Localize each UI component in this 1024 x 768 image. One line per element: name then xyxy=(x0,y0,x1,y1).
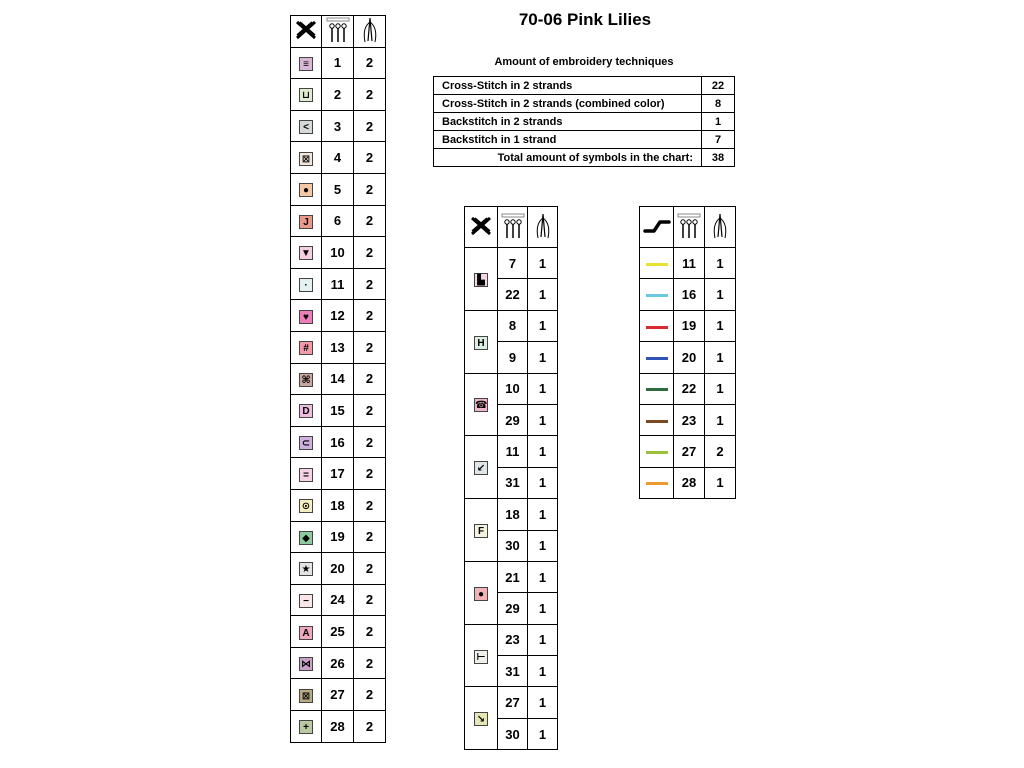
symbol-cell xyxy=(291,395,322,427)
strand-count: 1 xyxy=(528,342,558,373)
thread-number: 25 xyxy=(322,616,354,648)
strand-count: 1 xyxy=(528,499,558,530)
strand-count: 1 xyxy=(528,373,558,404)
thread-number: 20 xyxy=(674,342,705,373)
strand-count: 2 xyxy=(354,395,386,427)
amount-label: Backstitch in 2 strands xyxy=(434,113,702,131)
backstitch-line xyxy=(646,326,668,329)
chart-symbol: · xyxy=(299,278,313,292)
thread-numbers-icon xyxy=(501,213,525,239)
thread-number: 9 xyxy=(498,342,528,373)
strand-count: 2 xyxy=(354,205,386,237)
table-row xyxy=(640,436,736,467)
table-row xyxy=(291,521,386,553)
thread-number: 23 xyxy=(674,404,705,435)
backstitch-line xyxy=(646,388,668,391)
table-row xyxy=(465,373,558,404)
symbol-cell xyxy=(291,110,322,142)
strand-count: 1 xyxy=(528,436,558,467)
table-row xyxy=(291,47,386,79)
thread-number: 11 xyxy=(674,248,705,279)
strand-count: 1 xyxy=(528,467,558,498)
thread-number: 8 xyxy=(498,310,528,341)
symbol-cell xyxy=(291,237,322,269)
table-row xyxy=(465,248,558,279)
chart-symbol: A xyxy=(299,626,313,640)
symbol-cell xyxy=(465,624,498,687)
chart-symbol: ⊙ xyxy=(299,499,313,513)
symbol-cell xyxy=(291,426,322,458)
chart-symbol: ◆ xyxy=(299,531,313,545)
thread-number: 21 xyxy=(498,561,528,592)
chart-symbol: + xyxy=(299,720,313,734)
table-row xyxy=(640,373,736,404)
strand-count: 1 xyxy=(705,310,736,341)
strand-count: 1 xyxy=(705,279,736,310)
chart-symbol: ● xyxy=(299,183,313,197)
thread-number: 22 xyxy=(674,373,705,404)
strand-count: 2 xyxy=(354,647,386,679)
chart-symbol: H xyxy=(474,336,488,350)
amount-row xyxy=(434,113,735,131)
thread-number: 31 xyxy=(498,467,528,498)
strand-count: 2 xyxy=(354,679,386,711)
strand-count: 2 xyxy=(354,553,386,585)
symbol-cell xyxy=(465,687,498,750)
symbol-cell xyxy=(465,248,498,311)
backstitch-line xyxy=(646,263,668,266)
amount-row xyxy=(434,131,735,149)
page-title: 70-06 Pink Lilies xyxy=(518,10,652,29)
line-color-cell xyxy=(640,342,674,373)
strand-count: 2 xyxy=(354,584,386,616)
amounts-table xyxy=(433,76,735,167)
table-row xyxy=(291,363,386,395)
thread-number: 2 xyxy=(322,79,354,111)
chart-symbol: ⌘ xyxy=(299,373,313,387)
symbol-cell xyxy=(465,310,498,373)
thread-number: 28 xyxy=(674,467,705,498)
strand-count: 2 xyxy=(354,616,386,648)
chart-symbol: J xyxy=(299,215,313,229)
thread-number: 16 xyxy=(322,426,354,458)
chart-symbol: ≡ xyxy=(299,57,313,71)
symbol-cell xyxy=(291,331,322,363)
amount-count: 1 xyxy=(702,113,735,131)
thread-number: 27 xyxy=(322,679,354,711)
table-row xyxy=(291,79,386,111)
symbol-cell xyxy=(465,499,498,562)
backstitch-icon xyxy=(643,218,671,234)
strand-count: 2 xyxy=(354,711,386,743)
cross-stitch-table xyxy=(290,15,386,743)
strand-count: 2 xyxy=(354,331,386,363)
table-row xyxy=(291,647,386,679)
strand-count: 1 xyxy=(528,687,558,718)
strand-count: 1 xyxy=(528,248,558,279)
strand-count: 2 xyxy=(354,142,386,174)
needle-header xyxy=(528,207,558,248)
strand-count: 2 xyxy=(354,300,386,332)
thread-number: 30 xyxy=(498,530,528,561)
backstitch-line xyxy=(646,294,668,297)
table-row xyxy=(291,205,386,237)
table-row xyxy=(291,711,386,743)
thread-number: 29 xyxy=(498,593,528,624)
thread-header xyxy=(322,16,354,48)
table-row xyxy=(291,300,386,332)
chart-symbol: − xyxy=(299,594,313,608)
strand-count: 1 xyxy=(528,593,558,624)
amount-total-count: 38 xyxy=(702,149,735,167)
needle-header xyxy=(354,16,386,48)
table-row xyxy=(291,426,386,458)
thread-number: 6 xyxy=(322,205,354,237)
backstitch-line xyxy=(646,451,668,454)
amounts-heading: Amount of embroidery techniques xyxy=(494,56,674,68)
table-row xyxy=(291,110,386,142)
thread-number: 23 xyxy=(498,624,528,655)
symbol-cell xyxy=(291,647,322,679)
table-row xyxy=(291,489,386,521)
table-row xyxy=(291,268,386,300)
backstitch-line xyxy=(646,482,668,485)
strand-count: 1 xyxy=(705,404,736,435)
strand-count: 1 xyxy=(528,624,558,655)
table-row xyxy=(640,467,736,498)
thread-header xyxy=(498,207,528,248)
chart-symbol: ● xyxy=(474,587,488,601)
strand-count: 1 xyxy=(705,248,736,279)
symbol-cell xyxy=(291,79,322,111)
symbol-cell xyxy=(465,436,498,499)
symbol-cell xyxy=(291,47,322,79)
cross-stitch-icon xyxy=(295,20,317,40)
cross-stitch-icon xyxy=(470,216,492,236)
symbol-cell xyxy=(291,205,322,237)
needle-header xyxy=(705,207,736,248)
thread-number: 18 xyxy=(322,489,354,521)
thread-number: 31 xyxy=(498,656,528,687)
strand-count: 2 xyxy=(354,173,386,205)
needle-icon xyxy=(361,17,379,43)
strand-count: 1 xyxy=(528,279,558,310)
thread-number: 18 xyxy=(498,499,528,530)
thread-number: 24 xyxy=(322,584,354,616)
chart-symbol: ⊠ xyxy=(299,152,313,166)
table-row xyxy=(465,561,558,592)
amount-row xyxy=(434,95,735,113)
thread-number: 19 xyxy=(674,310,705,341)
thread-number: 10 xyxy=(498,373,528,404)
thread-number: 19 xyxy=(322,521,354,553)
thread-number: 26 xyxy=(322,647,354,679)
table-row xyxy=(640,279,736,310)
table-row xyxy=(465,310,558,341)
chart-symbol: < xyxy=(299,120,313,134)
strand-count: 2 xyxy=(705,436,736,467)
chart-symbol: ⋈ xyxy=(301,659,311,671)
line-color-cell xyxy=(640,310,674,341)
chart-symbol: ⊂ xyxy=(299,436,313,450)
strand-count: 1 xyxy=(705,342,736,373)
symbol-cell xyxy=(465,561,498,624)
amount-label: Backstitch in 1 strand xyxy=(434,131,702,149)
strand-count: 2 xyxy=(354,237,386,269)
table-row xyxy=(291,584,386,616)
symbol-cell xyxy=(291,173,322,205)
strand-count: 2 xyxy=(354,521,386,553)
table-row xyxy=(640,404,736,435)
chart-symbol: ☎ xyxy=(475,400,488,412)
table-row xyxy=(640,310,736,341)
strand-count: 2 xyxy=(354,110,386,142)
chart-symbol: ★ xyxy=(299,562,313,576)
symbol-cell xyxy=(291,458,322,490)
table-row xyxy=(640,248,736,279)
table-row xyxy=(291,395,386,427)
symbol-cell xyxy=(291,616,322,648)
strand-count: 2 xyxy=(354,363,386,395)
symbol-cell xyxy=(291,584,322,616)
symbol-cell xyxy=(291,553,322,585)
table-row xyxy=(465,624,558,655)
chart-symbol: ⊔ xyxy=(299,88,313,102)
strand-count: 1 xyxy=(528,718,558,749)
needle-icon xyxy=(711,213,729,239)
symbol-cell xyxy=(291,268,322,300)
thread-number: 15 xyxy=(322,395,354,427)
symbol-cell xyxy=(291,521,322,553)
strand-count: 1 xyxy=(528,656,558,687)
line-color-cell xyxy=(640,404,674,435)
chart-symbol: ♥ xyxy=(299,310,313,324)
thread-number: 27 xyxy=(674,436,705,467)
symbol-cell xyxy=(465,373,498,436)
symbol-cell xyxy=(291,363,322,395)
line-color-cell xyxy=(640,279,674,310)
chart-symbol: = xyxy=(299,468,313,482)
strand-count: 1 xyxy=(528,310,558,341)
strand-count: 1 xyxy=(528,561,558,592)
amount-label: Cross-Stitch in 2 strands xyxy=(434,77,702,95)
chart-symbol: F xyxy=(474,524,488,538)
thread-number: 22 xyxy=(498,279,528,310)
strand-count: 1 xyxy=(528,530,558,561)
table-row xyxy=(291,679,386,711)
chart-symbol: ▼ xyxy=(299,246,313,260)
amount-total-label: Total amount of symbols in the chart: xyxy=(434,149,702,167)
thread-number: 7 xyxy=(498,248,528,279)
chart-symbol: ⊠ xyxy=(299,689,313,703)
thread-number: 14 xyxy=(322,363,354,395)
strand-count: 2 xyxy=(354,47,386,79)
chart-symbol: ⊢ xyxy=(474,650,488,664)
thread-number: 12 xyxy=(322,300,354,332)
thread-number: 30 xyxy=(498,718,528,749)
cross-stitch-header xyxy=(465,207,498,248)
table-row xyxy=(465,499,558,530)
backstitch-line xyxy=(646,420,668,423)
thread-number: 4 xyxy=(322,142,354,174)
table-row xyxy=(291,616,386,648)
strand-count: 2 xyxy=(354,426,386,458)
table-row xyxy=(291,173,386,205)
thread-numbers-icon xyxy=(677,213,701,239)
table-row xyxy=(291,331,386,363)
backstitch-table xyxy=(639,206,736,499)
chart-symbol: ↘ xyxy=(474,712,488,726)
table-row xyxy=(640,342,736,373)
table-row xyxy=(291,142,386,174)
symbol-cell xyxy=(291,679,322,711)
strand-count: 1 xyxy=(528,404,558,435)
thread-number: 16 xyxy=(674,279,705,310)
thread-number: 10 xyxy=(322,237,354,269)
line-color-cell xyxy=(640,436,674,467)
thread-number: 1 xyxy=(322,47,354,79)
symbol-cell xyxy=(291,300,322,332)
backstitch-line xyxy=(646,357,668,360)
combined-color-table xyxy=(464,206,558,750)
chart-symbol: # xyxy=(299,341,313,355)
symbol-cell xyxy=(291,711,322,743)
thread-number: 5 xyxy=(322,173,354,205)
thread-header xyxy=(674,207,705,248)
line-color-cell xyxy=(640,467,674,498)
line-color-cell xyxy=(640,373,674,404)
strand-count: 1 xyxy=(705,373,736,404)
thread-number: 27 xyxy=(498,687,528,718)
amount-label: Cross-Stitch in 2 strands (combined color) xyxy=(434,95,702,113)
amount-total-row xyxy=(434,149,735,167)
amount-count: 8 xyxy=(702,95,735,113)
amount-count: 22 xyxy=(702,77,735,95)
strand-count: 2 xyxy=(354,268,386,300)
thread-number: 20 xyxy=(322,553,354,585)
thread-number: 11 xyxy=(498,436,528,467)
amount-count: 7 xyxy=(702,131,735,149)
strand-count: 2 xyxy=(354,79,386,111)
symbol-cell xyxy=(291,142,322,174)
thread-numbers-icon xyxy=(326,17,350,43)
thread-number: 28 xyxy=(322,711,354,743)
strand-count: 2 xyxy=(354,458,386,490)
table-row xyxy=(465,436,558,467)
table-row xyxy=(465,687,558,718)
line-color-cell xyxy=(640,248,674,279)
thread-number: 17 xyxy=(322,458,354,490)
cross-stitch-header xyxy=(291,16,322,48)
strand-count: 2 xyxy=(354,489,386,521)
chart-symbol: D xyxy=(299,404,313,418)
thread-number: 3 xyxy=(322,110,354,142)
strand-count: 1 xyxy=(705,467,736,498)
thread-number: 13 xyxy=(322,331,354,363)
chart-symbol: ▙ xyxy=(474,273,488,287)
needle-icon xyxy=(534,213,552,239)
table-row xyxy=(291,237,386,269)
table-row xyxy=(291,458,386,490)
table-row xyxy=(291,553,386,585)
chart-symbol: ↙ xyxy=(474,461,488,475)
symbol-cell xyxy=(291,489,322,521)
thread-number: 29 xyxy=(498,404,528,435)
backstitch-header xyxy=(640,207,674,248)
amount-row xyxy=(434,77,735,95)
thread-number: 11 xyxy=(322,268,354,300)
